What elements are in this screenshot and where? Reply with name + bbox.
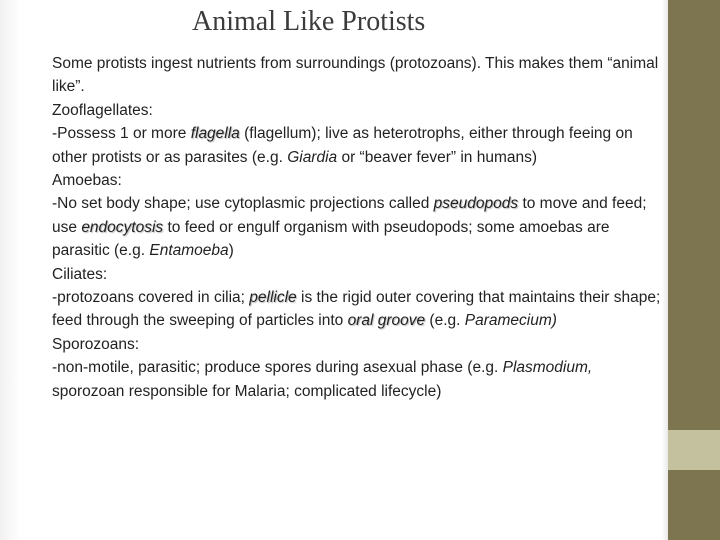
section-heading-zooflagellates: Zooflagellates: [52, 101, 153, 119]
term-pellicle: pellicle [249, 289, 297, 307]
slide-title: Animal Like Protists [192, 6, 426, 37]
body-text: ) [228, 242, 234, 260]
body-text: (flagellum); live as heterotrophs, either through feeing on other protists or as parasites (e.g. [52, 125, 633, 166]
body-text: -Possess 1 or more [52, 125, 191, 143]
term-pseudopods: pseudopods [433, 195, 519, 213]
slide-body [52, 52, 662, 403]
body-text: to feed or engulf organism with pseudopods; some amoebas are parasitic (e.g. [52, 218, 610, 260]
body-text: -protozoans covered in cilia; [52, 289, 250, 307]
decorative-sidebar [668, 0, 720, 540]
term-flagella: flagella [190, 125, 240, 143]
body-text: -No set body shape; use cytoplasmic projections called [52, 195, 434, 213]
body-text: (e.g. [425, 312, 465, 330]
section-heading-amoebas: Amoebas: [52, 172, 122, 190]
sidebar-bottom-block [668, 470, 720, 540]
term-entamoeba: Entamoeba [149, 242, 229, 260]
body-text: -non-motile, parasitic; produce spores during asexual phase (e.g. [52, 359, 503, 377]
term-paramecium: Paramecium) [464, 312, 557, 330]
section-heading-sporozoans: Sporozoans: [52, 335, 140, 353]
term-giardia: Giardia [287, 148, 338, 166]
section-body-amoebas [52, 192, 662, 262]
term-oral-groove: oral groove [347, 312, 426, 330]
left-edge-shadow [0, 0, 20, 540]
section-body-ciliates [52, 286, 662, 333]
body-text: is the rigid outer covering that maintains their shape; feed through the sweeping of particles into [52, 289, 661, 330]
section-heading-ciliates: Ciliates: [52, 265, 108, 283]
intro-paragraph: Some protists ingest nutrients from surroundings (protozoans). This makes them “animal like”. [52, 55, 659, 96]
body-text: to move and feed; use [52, 195, 647, 236]
sidebar-top-block [668, 0, 720, 430]
body-text: sporozoan responsible for Malaria; complicated lifecycle) [52, 382, 442, 400]
sidebar-accent-block [668, 430, 720, 470]
body-text: or “beaver fever” in humans) [337, 148, 538, 166]
section-body-sporozoans [52, 356, 662, 403]
term-plasmodium: Plasmodium, [502, 359, 593, 377]
section-body-zooflagellates [52, 122, 662, 169]
term-endocytosis: endocytosis [81, 218, 164, 236]
